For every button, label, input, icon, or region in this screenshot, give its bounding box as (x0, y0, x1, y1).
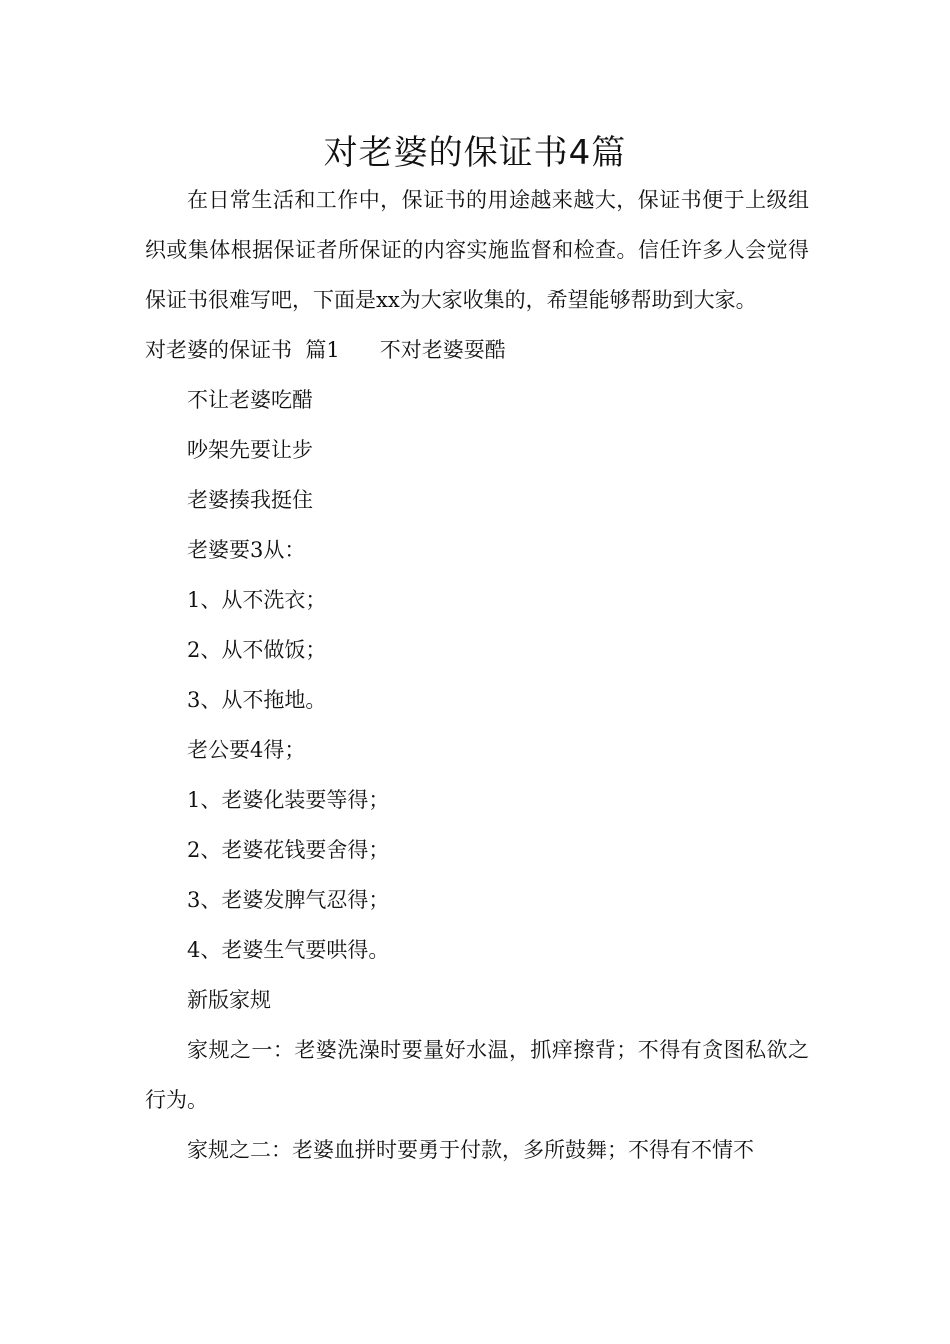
list-item: 3、老婆发脾气忍得； (187, 888, 390, 912)
list-item: 4、老婆生气要哄得。 (187, 938, 390, 962)
intro-paragraph: 在日常生活和工作中，保证书的用途越来越大，保证书便于上级组织或集体根据保证者所保证的内容实施监督和检查。信任许多人会觉得保证书很难写吧，下面是xx为大家收集的，希望能够帮助到大家。 (145, 188, 809, 312)
list-item: 2、从不做饭； (187, 638, 327, 662)
list-item: 吵架先要让步 (187, 438, 313, 462)
list-item: 新版家规 (187, 988, 271, 1012)
list-item: 老婆要3从： (187, 538, 306, 562)
list-item: 1、老婆化装要等得； (187, 788, 390, 812)
section-heading-line (145, 325, 809, 375)
rule-paragraph-1: 家规之一：老婆洗澡时要量好水温，抓痒擦背；不得有贪图私欲之行为。 (145, 1038, 809, 1112)
rule-paragraph-2: 家规之二：老婆血拼时要勇于付款，多所鼓舞；不得有不情不 (187, 1138, 754, 1162)
list-item: 老公要4得； (187, 738, 306, 762)
document-title: 对老婆的保证书4篇 (323, 133, 627, 173)
heading-gap (340, 338, 380, 362)
document-body (145, 175, 809, 1175)
list-item: 老婆揍我挺住 (187, 488, 313, 512)
list-item: 3、从不拖地。 (187, 688, 327, 712)
list-item: 不让老婆吃醋 (187, 388, 313, 412)
list-item: 2、老婆花钱要舍得； (187, 838, 390, 862)
section-heading: 对老婆的保证书 篇1 (145, 338, 340, 362)
section-first-item: 不对老婆耍酷 (379, 338, 506, 362)
list-item: 1、从不洗衣； (187, 588, 327, 612)
